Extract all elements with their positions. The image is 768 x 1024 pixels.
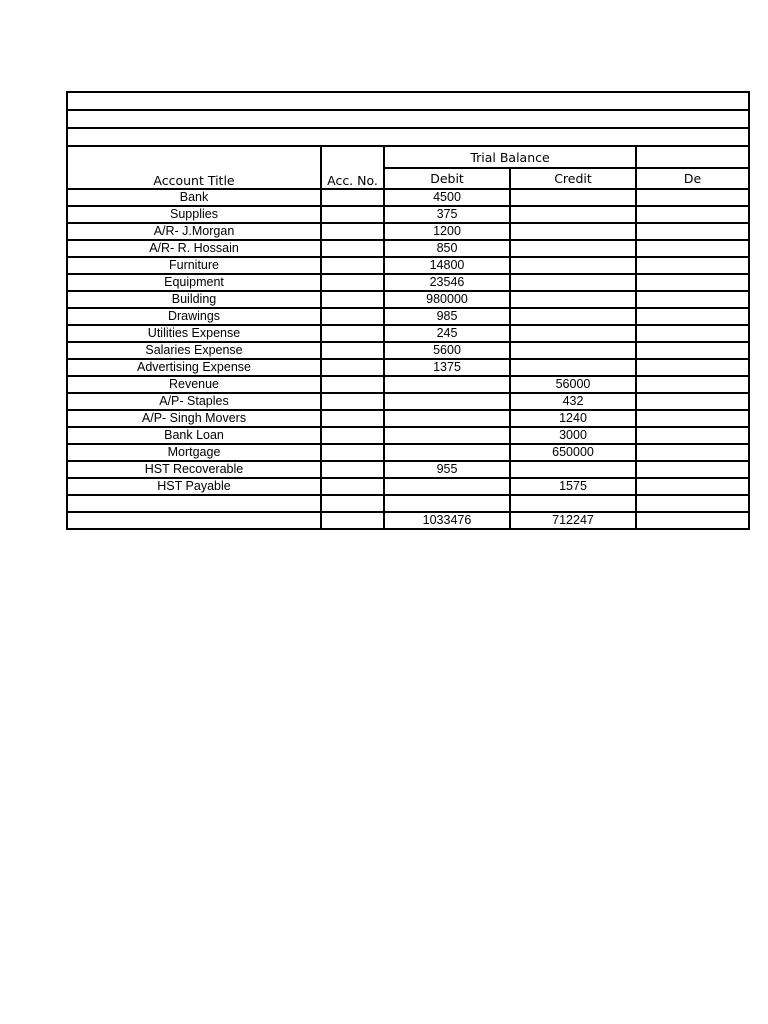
acc-no-cell bbox=[321, 495, 384, 512]
debit-cell bbox=[384, 410, 510, 427]
table-row bbox=[67, 359, 749, 376]
account-title-cell: Building bbox=[67, 291, 321, 308]
debit-cell: 980000 bbox=[384, 291, 510, 308]
acc-no-cell bbox=[321, 223, 384, 240]
debit-cell bbox=[384, 495, 510, 512]
debit-cell: 955 bbox=[384, 461, 510, 478]
debit-cell: 985 bbox=[384, 308, 510, 325]
worksheet-table bbox=[66, 91, 750, 530]
debit-cell: 1375 bbox=[384, 359, 510, 376]
debit-cell bbox=[384, 376, 510, 393]
next-debit-cell bbox=[636, 291, 749, 308]
acc-no-cell bbox=[321, 325, 384, 342]
total-credit-cell: 712247 bbox=[510, 512, 636, 529]
account-title-cell: Advertising Expense bbox=[67, 359, 321, 376]
header-row-group bbox=[67, 146, 749, 168]
credit-cell bbox=[510, 240, 636, 257]
account-title-cell: HST Recoverable bbox=[67, 461, 321, 478]
table-row bbox=[67, 325, 749, 342]
next-debit-cell bbox=[636, 342, 749, 359]
acc-no-cell bbox=[321, 342, 384, 359]
acc-no-cell bbox=[321, 274, 384, 291]
account-title-cell: Bank bbox=[67, 189, 321, 206]
credit-cell bbox=[510, 206, 636, 223]
acc-no-cell bbox=[321, 206, 384, 223]
header-account-title: Account Title bbox=[67, 146, 321, 189]
acc-no-cell bbox=[321, 291, 384, 308]
debit-cell: 1200 bbox=[384, 223, 510, 240]
debit-cell: 5600 bbox=[384, 342, 510, 359]
table-row bbox=[67, 308, 749, 325]
account-title-cell: Salaries Expense bbox=[67, 342, 321, 359]
next-debit-cell bbox=[636, 393, 749, 410]
totals-next-debit-cell bbox=[636, 512, 749, 529]
acc-no-cell bbox=[321, 393, 384, 410]
next-debit-cell bbox=[636, 325, 749, 342]
debit-cell: 14800 bbox=[384, 257, 510, 274]
credit-cell bbox=[510, 274, 636, 291]
debit-cell bbox=[384, 427, 510, 444]
next-debit-cell bbox=[636, 461, 749, 478]
credit-cell bbox=[510, 325, 636, 342]
table-row bbox=[67, 444, 749, 461]
next-debit-cell bbox=[636, 240, 749, 257]
account-title-cell: HST Payable bbox=[67, 478, 321, 495]
credit-cell: 3000 bbox=[510, 427, 636, 444]
acc-no-cell bbox=[321, 308, 384, 325]
credit-cell: 56000 bbox=[510, 376, 636, 393]
header-trial-balance: Trial Balance bbox=[384, 146, 636, 168]
next-debit-cell bbox=[636, 495, 749, 512]
acc-no-cell bbox=[321, 444, 384, 461]
account-title-cell: Bank Loan bbox=[67, 427, 321, 444]
credit-cell: 1240 bbox=[510, 410, 636, 427]
account-title-cell: Utilities Expense bbox=[67, 325, 321, 342]
credit-cell: 650000 bbox=[510, 444, 636, 461]
totals-acc-no-cell bbox=[321, 512, 384, 529]
credit-cell bbox=[510, 223, 636, 240]
account-title-cell: Supplies bbox=[67, 206, 321, 223]
account-title-cell: A/R- R. Hossain bbox=[67, 240, 321, 257]
totals-label-cell bbox=[67, 512, 321, 529]
acc-no-cell bbox=[321, 461, 384, 478]
credit-cell bbox=[510, 495, 636, 512]
next-debit-cell bbox=[636, 308, 749, 325]
debit-cell: 4500 bbox=[384, 189, 510, 206]
debit-cell bbox=[384, 393, 510, 410]
table-row bbox=[67, 478, 749, 495]
totals-row bbox=[67, 512, 749, 529]
credit-cell: 1575 bbox=[510, 478, 636, 495]
account-title-cell: A/P- Staples bbox=[67, 393, 321, 410]
header-next-group bbox=[636, 146, 749, 168]
credit-cell bbox=[510, 291, 636, 308]
table-row bbox=[67, 427, 749, 444]
account-title-cell bbox=[67, 495, 321, 512]
debit-cell bbox=[384, 478, 510, 495]
next-debit-cell bbox=[636, 444, 749, 461]
next-debit-cell bbox=[636, 206, 749, 223]
account-title-cell: Revenue bbox=[67, 376, 321, 393]
acc-no-cell bbox=[321, 478, 384, 495]
next-debit-cell bbox=[636, 274, 749, 291]
next-debit-cell bbox=[636, 223, 749, 240]
table-row bbox=[67, 410, 749, 427]
table-row bbox=[67, 206, 749, 223]
table-row bbox=[67, 461, 749, 478]
debit-cell bbox=[384, 444, 510, 461]
credit-cell bbox=[510, 257, 636, 274]
total-debit-cell: 1033476 bbox=[384, 512, 510, 529]
acc-no-cell bbox=[321, 189, 384, 206]
worksheet bbox=[66, 91, 702, 562]
header-credit: Credit bbox=[510, 168, 636, 189]
table-row bbox=[67, 274, 749, 291]
acc-no-cell bbox=[321, 410, 384, 427]
credit-cell: 432 bbox=[510, 393, 636, 410]
header-debit: Debit bbox=[384, 168, 510, 189]
credit-cell bbox=[510, 461, 636, 478]
next-debit-cell bbox=[636, 427, 749, 444]
debit-cell: 23546 bbox=[384, 274, 510, 291]
blank-title-row bbox=[67, 110, 749, 128]
acc-no-cell bbox=[321, 359, 384, 376]
account-title-cell: A/R- J.Morgan bbox=[67, 223, 321, 240]
account-title-cell: Equipment bbox=[67, 274, 321, 291]
credit-cell bbox=[510, 359, 636, 376]
next-debit-cell bbox=[636, 189, 749, 206]
table-row bbox=[67, 376, 749, 393]
next-debit-cell bbox=[636, 359, 749, 376]
header-acc-no: Acc. No. bbox=[321, 146, 384, 189]
acc-no-cell bbox=[321, 376, 384, 393]
blank-title-row bbox=[67, 128, 749, 146]
credit-cell bbox=[510, 308, 636, 325]
credit-cell bbox=[510, 342, 636, 359]
blank-title-row bbox=[67, 92, 749, 110]
table-row bbox=[67, 223, 749, 240]
account-title-cell: Mortgage bbox=[67, 444, 321, 461]
account-title-cell: A/P- Singh Movers bbox=[67, 410, 321, 427]
table-row bbox=[67, 393, 749, 410]
acc-no-cell bbox=[321, 257, 384, 274]
table-row bbox=[67, 342, 749, 359]
table-row bbox=[67, 257, 749, 274]
account-title-cell: Drawings bbox=[67, 308, 321, 325]
table-row bbox=[67, 495, 749, 512]
table-row bbox=[67, 240, 749, 257]
next-debit-cell bbox=[636, 257, 749, 274]
table-row bbox=[67, 291, 749, 308]
debit-cell: 245 bbox=[384, 325, 510, 342]
next-debit-cell bbox=[636, 376, 749, 393]
credit-cell bbox=[510, 189, 636, 206]
acc-no-cell bbox=[321, 427, 384, 444]
debit-cell: 850 bbox=[384, 240, 510, 257]
table-row bbox=[67, 189, 749, 206]
debit-cell: 375 bbox=[384, 206, 510, 223]
next-debit-cell bbox=[636, 478, 749, 495]
header-next-debit: De bbox=[636, 168, 749, 189]
account-title-cell: Furniture bbox=[67, 257, 321, 274]
next-debit-cell bbox=[636, 410, 749, 427]
acc-no-cell bbox=[321, 240, 384, 257]
